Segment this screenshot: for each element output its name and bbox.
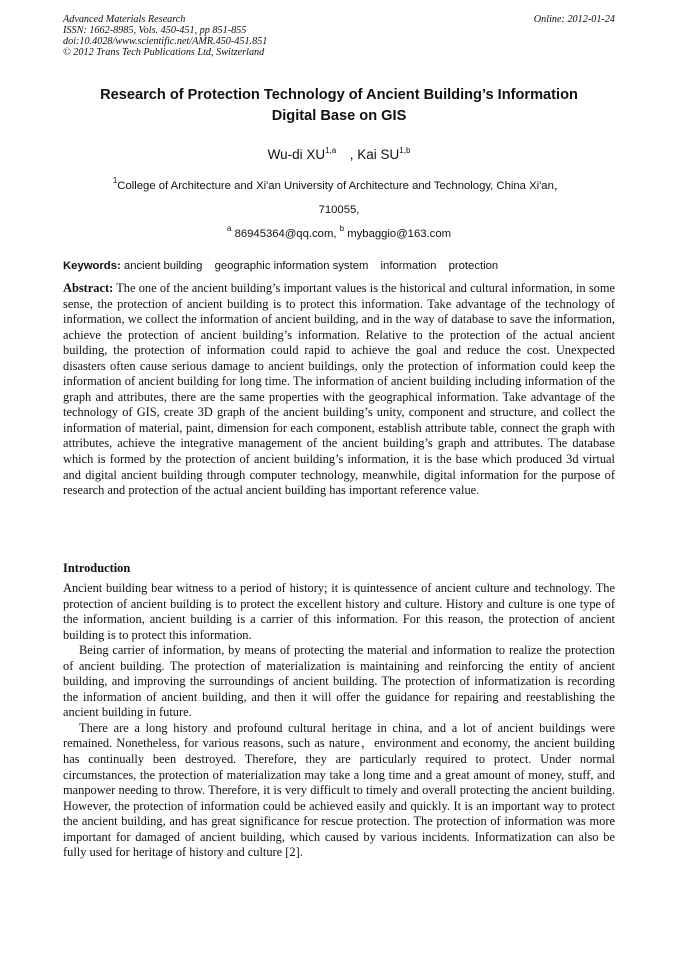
section-heading: Introduction [63, 561, 131, 575]
author-affil-mark: 1,a [325, 146, 337, 155]
paragraph: Ancient building bear witness to a period of history; it is quintessence of ancient culture and technology. The protection of ancient building is to protect the excellent history and culture. History and culture is one type of the information, ancient building is a carrier of this information. For this reason, the protection of ancient building is to protect this information. [63, 581, 615, 642]
author-affil-mark: 1,b [399, 146, 411, 155]
title-line-2: Digital Base on GIS [271, 108, 407, 124]
paragraph: There are a long history and profound cultural heritage in china, and a lot of ancient buildings were remained. Nonetheless, for various reasons, such as nature，environment and economy, the ancient building has continually been destroyed. Therefore, they are particularly required to protect. Under normal circumstances, the protection of materialization may take a long time and a great amount of money, stuff, and manpower needing to throw. Therefore, it is very difficult to timely and overall protecting the ancient building. However, the protection of information could be achieved easily and quickly. It is an important way to protect the ancient building, and has great significance for rescue protection. The protection of information was more important for damaged of ancient building, which caused by various incidents. Informatization can also be fully used for heritage of history and culture [2]. [63, 720, 615, 860]
abstract-label: Abstract: [63, 281, 114, 295]
journal-header [63, 14, 615, 58]
affiliation [70, 174, 608, 222]
email-mark: a [226, 224, 232, 233]
paper-title [40, 85, 638, 127]
abstract-text: The one of the ancient building’s important values is the historical and cultural information, in some sense, the protection of ancient building is to protect this information. Take advantage of the technology of information, we collect the information of ancient building, and in the way of database to save the information, achieve the protection of ancient building’s information. Relative to the protection of the actual ancient building, the protection of information could rapid to achieve the goal and reduce the cost. Unexpected disasters often cause serious damage to ancient buildings, only the protection of information could keep the information of ancient building for long time. The information of ancient building including information of the graph and attributes, there are the same properties with the geographical information. Take advantage of the technology of GIS, create 3D graph of the ancient building’s unity, component and structure, and collect the information of material, paint, dimension for each component, establish attribute table, connect the graph with attributes, achieve the integrative management of the ancient building’s graph and attributes. The database which is formed by the protection of ancient building’s information, it is the base which produced 3d virtual and digital ancient building through computer technology, meanwhile, digital information for the purpose of research and protection of the actual ancient building has important reference value. [63, 281, 615, 498]
affiliation-mark: 1 [112, 176, 118, 185]
email-address[interactable]: 86945364@qq.com, [234, 228, 337, 240]
author-list [0, 143, 678, 163]
issn-line: ISSN: 1662-8985, Vols. 450-451, pp 851-855 [63, 25, 247, 36]
keyword: information [380, 260, 437, 272]
abstract [63, 281, 615, 499]
keyword: ancient building [123, 260, 203, 272]
affiliation-text: College of Architecture and Xi'an University of Architecture and Technology, China Xi'an， [117, 180, 566, 192]
author-separator: , [336, 147, 358, 162]
introduction-body [63, 581, 615, 861]
keywords [63, 260, 615, 272]
email-address[interactable]: mybaggio@163.com [347, 228, 452, 240]
author-name: Wu-di XU [267, 147, 326, 162]
email-mark: b [339, 224, 345, 233]
copyright-line: © 2012 Trans Tech Publications Ltd, Switzerland [63, 47, 265, 58]
keyword: protection [448, 260, 499, 272]
title-line-1: Research of Protection Technology of Ancient Building’s Information [100, 87, 578, 103]
online-date: Online: 2012-01-24 [533, 14, 615, 25]
affiliation-postcode: 710055, [318, 204, 360, 216]
author-emails [0, 224, 678, 240]
keywords-label: Keywords: [63, 260, 121, 272]
doi-line: doi:10.4028/www.scientific.net/AMR.450-451.851 [63, 36, 268, 47]
journal-name: Advanced Materials Research [63, 14, 186, 25]
keyword: geographic information system [214, 260, 369, 272]
author-name: Kai SU [357, 147, 400, 162]
paragraph: Being carrier of information, by means of protecting the material and information to realize the protection of ancient building. The protection of materialization is maintaining and reinforcing the entity of ancient building, and improving the surroundings of ancient building. The protection of informatization is recording the information of ancient building, and then it will offer the guidance for repairing and reestablishing the ancient building in future. [63, 643, 615, 720]
